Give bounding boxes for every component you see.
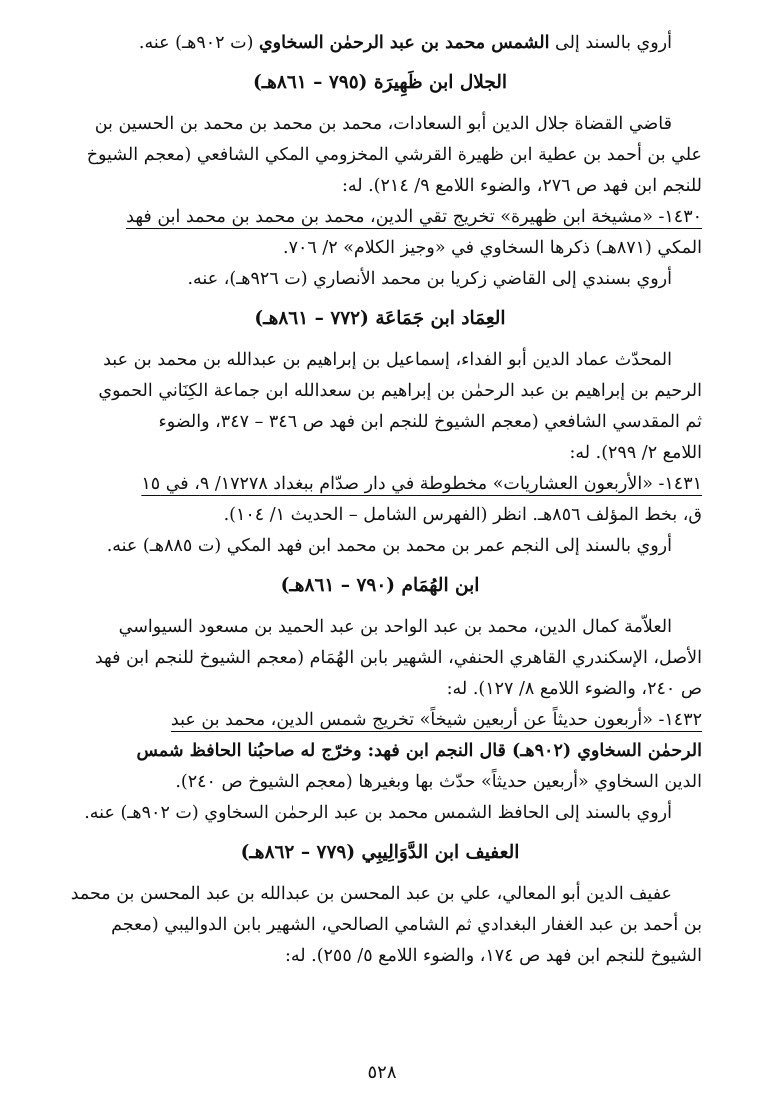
entry-line: الرحمٰن السخاوي (٩٠٢هـ) قال النجم ابن فهد: وخرّج له صاحبُنا الحافظ شمس	[136, 741, 702, 761]
entry-line	[58, 705, 702, 736]
bio-line: علي بن أحمد بن عطية ابن ظهيرة القرشي المخزومي المكي الشافعي (معجم الشيوخ	[86, 145, 702, 165]
section-ibn-dawalibi	[58, 833, 702, 972]
entry-text: ١٤٣١- «الأربعون العشاريات» مخطوطة في دار صدّام ببغداد ١٧٢٧٨/ ٩، في ١٥	[141, 474, 702, 494]
isnad-line: أروي بالسند إلى الحافظ الشمس محمد بن عبد الرحمٰن السخاوي (ت ٩٠٢هـ) عنه.	[84, 803, 672, 823]
entry-line	[58, 469, 702, 500]
intro-isnad-line	[58, 28, 702, 59]
bio-line: عفيف الدين أبو المعالي، علي بن عبد المحسن بن عبدالله بن عبد المحسن بن محمد	[70, 884, 672, 904]
intro-post: (ت ٩٠٢هـ) عنه.	[138, 33, 259, 53]
section-title: العِمَاد ابن جَمَاعَة (٧٧٢ – ٨٦١هـ)	[254, 308, 506, 329]
entry-line: الدين السخاوي «أربعين حديثاً» حدّث بها وبغيرها (معجم الشيوخ ص ٢٤٠).	[175, 772, 702, 792]
entry-line: المكي (٨٧١هـ) ذكرها السخاوي في «وجيز الكلام» ٢/ ٧٠٦.	[282, 238, 702, 258]
section-ibn-humam	[58, 566, 702, 829]
bio-line: الرحيم بن إبراهيم بن عبد الرحمٰن بن إبراهيم بن سعدالله ابن جماعة الكِنَاني الحموي	[98, 381, 702, 401]
entry-text: ١٤٣٢- «أربعون حديثاً عن أربعين شيخاً» تخريج شمس الدين، محمد بن عبد	[170, 710, 702, 730]
bio-line: بن أحمد بن عبد الغفار البغدادي ثم الشامي الصالحي، الشهير بابن الدواليبي (معجم	[111, 915, 702, 935]
intro-pre: أروي بالسند إلى	[549, 33, 672, 53]
section-title: ابن الهُمَام (٧٩٠ – ٨٦١هـ)	[280, 575, 480, 596]
bio-line: الشيوخ للنجم ابن فهد ص ١٧٤، والضوء اللامع ٥/ ٢٥٥). له:	[284, 946, 702, 966]
section-ibn-zahira	[58, 63, 702, 295]
bio-line: الأصل، الإسكندري القاهري الحنفي، الشهير بابن الهُمَام (معجم الشيوخ للنجم ابن فهد	[94, 648, 702, 668]
bio-line: اللامع ٢/ ٢٩٩). له:	[569, 443, 702, 463]
entry-line	[58, 202, 702, 233]
intro-name: الشمس محمد بن عبد الرحمٰن السخاوي	[258, 33, 550, 53]
section-ibn-jamaa	[58, 299, 702, 562]
isnad-line: أروي بسندي إلى القاضي زكريا بن محمد الأنصاري (ت ٩٢٦هـ)، عنه.	[187, 269, 672, 289]
bio-line: ص ٢٤٠، والضوء اللامع ٨/ ١٢٧). له:	[446, 679, 702, 699]
page-number: ٥٢٨	[367, 1062, 397, 1083]
bio-line: للنجم ابن فهد ص ٢٧٦، والضوء اللامع ٩/ ٢١٤). له:	[341, 176, 702, 196]
bio-line: العلاّمة كمال الدين، محمد بن عبد الواحد بن عبد الحميد بن مسعود السيواسي	[118, 617, 672, 637]
entry-text: ١٤٣٠- «مشيخة ابن ظهيرة» تخريج تقي الدين، محمد بن محمد بن محمد ابن فهد	[126, 207, 702, 227]
bio-line: قاضي القضاة جلال الدين أبو السعادات، محمد بن محمد بن محمد بن الحسين بن	[94, 114, 672, 134]
section-title: العفيف ابن الدَّوَالِيبِي (٧٧٩ – ٨٦٢هـ)	[240, 842, 520, 863]
isnad-line: أروي بالسند إلى النجم عمر بن محمد بن محمد ابن فهد المكي (ت ٨٨٥هـ) عنه.	[106, 536, 672, 556]
bio-line: ثم المقدسي الشافعي (معجم الشيوخ للنجم ابن فهد ص ٣٤٦ – ٣٤٧، والضوء	[158, 412, 702, 432]
section-title: الجلال ابن ظَهِيرَة (٧٩٥ – ٨٦١هـ)	[252, 72, 508, 93]
bio-line: المحدّث عماد الدين أبو الفداء، إسماعيل بن إبراهيم بن عبدالله بن محمد بن عبد	[103, 350, 672, 370]
entry-line: ق، بخط المؤلف ٨٥٦هـ. انظر (الفهرس الشامل – الحديث ١/ ١٠٤).	[223, 505, 702, 525]
